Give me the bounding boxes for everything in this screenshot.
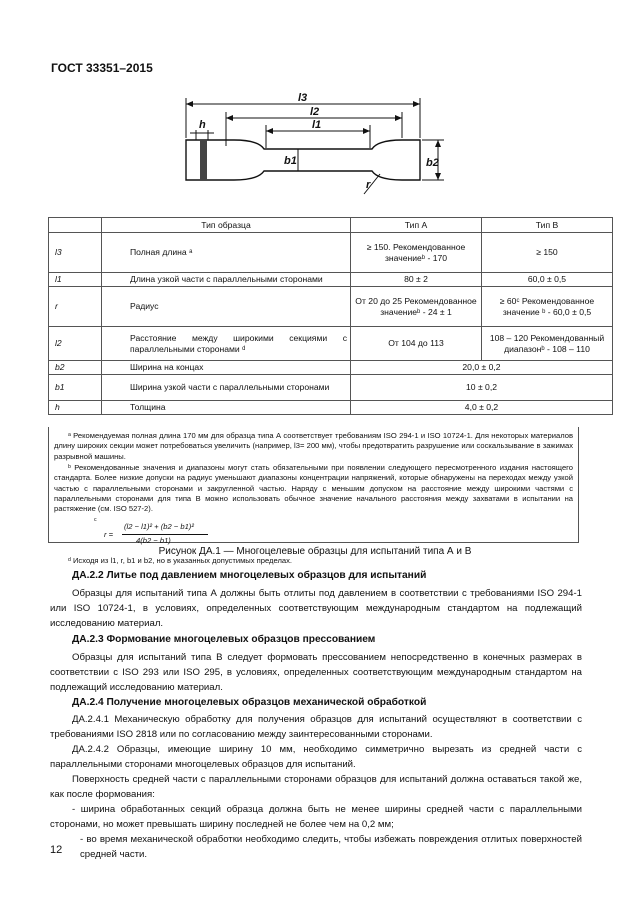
table-row xyxy=(49,273,613,287)
dim-b2-label: b2 xyxy=(426,157,439,169)
section-heading: ДА.2.2 Литье под давлением многоцелевых образцов для испытаний xyxy=(72,570,427,581)
row-merged-value: 4,0 ± 0,2 xyxy=(351,401,613,415)
row-type-b: ≥ 150 xyxy=(482,233,613,273)
table-row xyxy=(49,327,613,361)
row-type-a: 80 ± 2 xyxy=(351,273,482,287)
header-type-b: Тип В xyxy=(482,218,613,233)
row-type-b: 108 – 120 Рекомендованный диапазонᵇ - 108 – 110 xyxy=(482,327,613,361)
paragraph: ДА.2.4.2 Образцы, имеющие ширину 10 мм, необходимо симметрично вырезать из средней части с параллельными сторонами многоцелевых образцов для испытаний. xyxy=(50,744,582,770)
row-merged-value: 10 ± 0,2 xyxy=(351,375,613,401)
row-name: Ширина узкой части с параллельными сторонами xyxy=(102,375,351,401)
document-header: ГОСТ 33351–2015 xyxy=(51,61,153,75)
row-symbol: b2 xyxy=(49,361,102,375)
formula-denominator: 4(b2 − b1) xyxy=(136,535,171,545)
paragraph: ДА.2.4.1 Механическую обработку для получения образцов для испытаний осуществляют в соответствии с требованиями ISO 2818 или по согласованию между заинтересованными сторонами. xyxy=(50,714,582,740)
row-symbol: l2 xyxy=(49,327,102,361)
table-row xyxy=(49,233,613,273)
formula-r: r = xyxy=(104,529,114,539)
specimen-drawing xyxy=(0,0,630,220)
row-type-a: От 20 до 25 Рекомендованное значениеᵇ - 24 ± 1 xyxy=(351,287,482,327)
table-row xyxy=(49,401,613,415)
row-merged-value: 20,0 ± 0,2 xyxy=(351,361,613,375)
section-heading: ДА.2.3 Формование многоцелевых образцов прессованием xyxy=(72,634,376,645)
table-row xyxy=(49,375,613,401)
dim-h-label: h xyxy=(199,119,206,131)
row-name: Длина узкой части с параллельными сторонами xyxy=(102,273,351,287)
header-specimen-type: Тип образца xyxy=(102,218,351,233)
row-type-b: ≥ 60ᶜ Рекомендованное значение ᵇ - 60,0 ± 0,5 xyxy=(482,287,613,327)
paragraph: Образцы для испытаний типа А должны быть отлиты под давлением в соответствии с требованиями ISO 294-1 или ISO 10724-1, в условиях, определенных соответствующим международным стандартом на подлежащий исследованию материал. xyxy=(50,588,582,629)
table-row xyxy=(49,287,613,327)
row-name: Радиус xyxy=(102,287,351,327)
formula-fraction-bar xyxy=(122,534,208,535)
row-name: Расстояние между широкими секциями с параллельными сторонами ᵈ xyxy=(102,327,351,361)
row-type-b: 60,0 ± 0,5 xyxy=(482,273,613,287)
table-row xyxy=(49,361,613,375)
specimen-dimensions-table xyxy=(48,217,613,415)
row-symbol: l3 xyxy=(49,233,102,273)
dim-r-label: r xyxy=(366,179,371,191)
row-type-a: ≥ 150. Рекомендованное значениеᵇ - 170 xyxy=(351,233,482,273)
row-symbol: l1 xyxy=(49,273,102,287)
footnote-b: ᵇ Рекомендованные значения и диапазоны могут стать обязательными при появлении следующего пересмотренного издания настоящего стандарта. Более низкие допуски на радиус уменьшают диапазоны концентрации напряжений, которые обнаружены на переходах между узкой частью с параллельными сторонами и закругленной частью. Наряду с меньшим допуском на расстояние между широкими частями с параллельными сторонами для типа В можно использовать обычное значение начального расстояния между захватами в испытании на растяжение (см. ISO 527-2). xyxy=(54,462,573,514)
list-item: - во время механической обработки необходимо следить, чтобы избежать повреждения отлитых поверхностей средней части. xyxy=(80,834,582,860)
row-name: Толщина xyxy=(102,401,351,415)
dim-l1-label: l1 xyxy=(312,119,322,131)
row-symbol: b1 xyxy=(49,375,102,401)
dim-l3-label: l3 xyxy=(298,92,308,104)
page-number: 12 xyxy=(50,844,63,856)
footnote-d: ᵈ Исходя из l1, r, b1 и b2, но в указанных допустимых пределах. xyxy=(68,555,293,565)
row-type-a: От 104 до 113 xyxy=(351,327,482,361)
paragraph: Образцы для испытаний типа В следует формовать прессованием непосредственно в конечных размерах в соответствии с ISO 293 или ISO 295, в условиях, определенных соответствующим международным стандартом на подлежащий исследованию материал. xyxy=(50,652,582,693)
header-type-a: Тип А xyxy=(351,218,482,233)
footnote-a: ᵃ Рекомендуемая полная длина 170 мм для образца типа А соответствует требованиям ISO 294-1 и ISO 10724-1. Для некоторых материалов длину широких секции может потребоваться увеличить (например, l3= 200 мм), чтобы предотвратить разрушение или соскальзывание в зажимах разрывной машины. xyxy=(54,431,573,461)
section-heading: ДА.2.4 Получение многоцелевых образцов механической обработкой xyxy=(72,697,427,708)
footnote-c-label: ᶜ xyxy=(94,515,97,525)
table-header-row xyxy=(49,218,613,233)
dim-l2-label: l2 xyxy=(310,106,320,118)
paragraph: Поверхность средней части с параллельными сторонами образцов для испытаний должна оставаться такой же, как после формования: xyxy=(50,774,582,800)
row-symbol: r xyxy=(49,287,102,327)
row-symbol: h xyxy=(49,401,102,415)
figure-caption: Рисунок ДА.1 — Многоцелевые образцы для испытаний типа А и В xyxy=(158,546,472,557)
dim-b1-label: b1 xyxy=(284,155,297,167)
row-name: Полная длина ᵃ xyxy=(102,233,351,273)
list-item: - ширина обработанных секций образца должна быть не менее ширины средней части с параллельными сторонами, но может превышать ширину последней не более чем на 0,2 мм; xyxy=(50,804,582,830)
formula-numerator: (l2 − l1)² + (b2 − b1)² xyxy=(124,521,194,531)
row-name: Ширина на концах xyxy=(102,361,351,375)
